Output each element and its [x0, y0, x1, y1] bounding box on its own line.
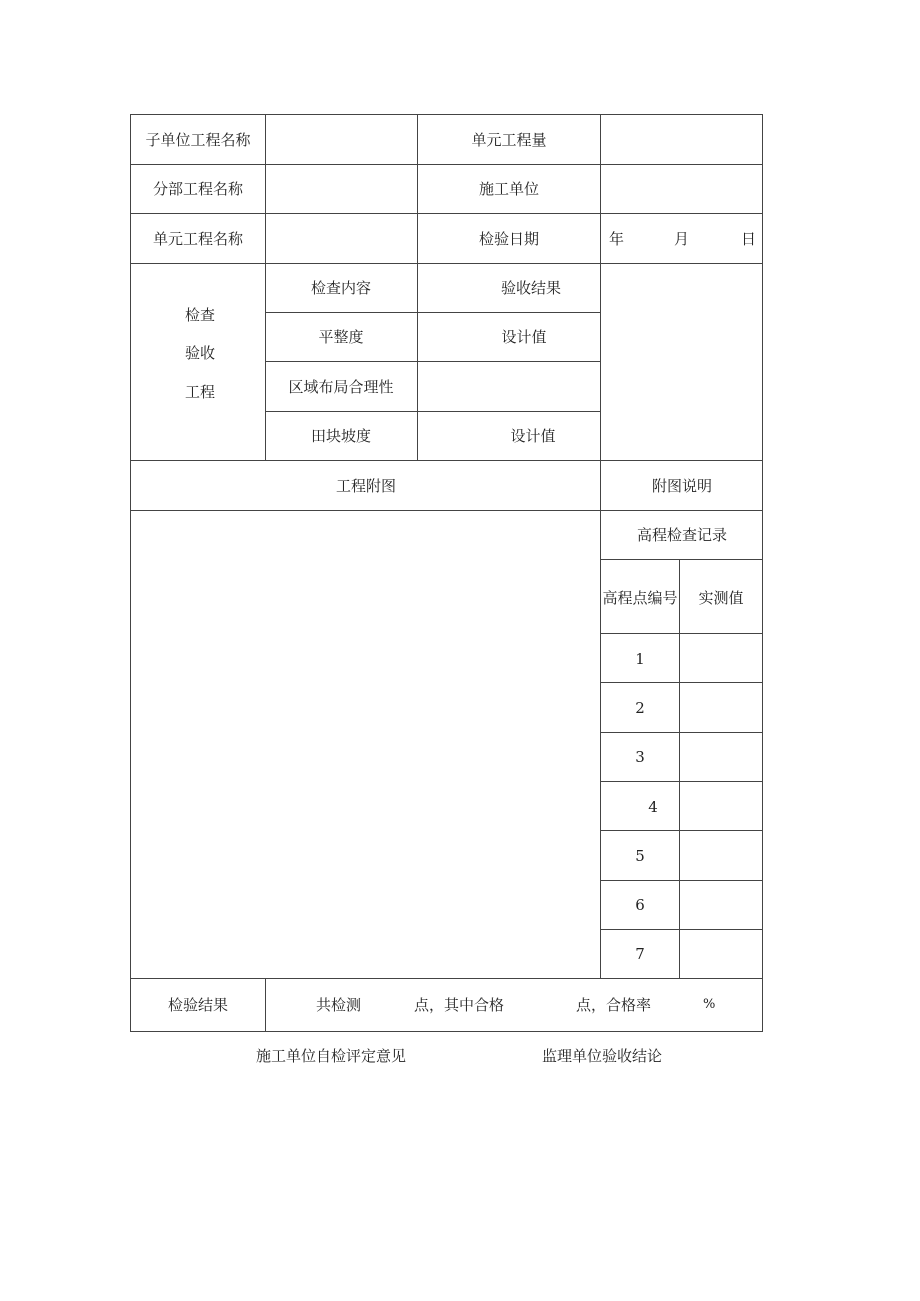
check-content-header: 检查内容: [310, 279, 372, 297]
elevation-point-number: 3: [635, 748, 645, 766]
elevation-record-title: 高程检查记录: [636, 526, 728, 544]
row-divider: [130, 213, 763, 214]
row-divider: [600, 781, 763, 782]
row-divider: [600, 633, 763, 634]
col-divider: [600, 114, 601, 264]
check-group-label-line2: 验收: [184, 344, 216, 362]
sub-unit-project-name-label: 子单位工程名称: [145, 131, 251, 149]
row-divider: [265, 312, 601, 313]
measured-value-header: 实测值: [698, 589, 744, 607]
check-item-slope: 田块坡度: [310, 427, 372, 445]
row-divider: [600, 732, 763, 733]
date-year-label: 年: [609, 230, 625, 248]
unit-project-name-label: 单元工程名称: [152, 230, 244, 248]
row-divider: [265, 361, 601, 362]
row-divider: [265, 411, 601, 412]
elevation-point-number: 7: [635, 945, 645, 963]
result-text-qualified: 点，其中合格: [414, 996, 505, 1014]
col-divider: [600, 263, 601, 461]
drawing-note-label: 附图说明: [651, 477, 713, 495]
col-divider: [679, 559, 680, 979]
drawing-area: [131, 511, 600, 978]
elevation-point-number: 1: [635, 650, 645, 668]
date-day-label: 日: [741, 230, 757, 248]
supervisor-conclusion-label: 监理单位验收结论: [542, 1047, 663, 1065]
elevation-point-number: 5: [635, 847, 645, 865]
unit-quantity-label: 单元工程量: [471, 131, 547, 149]
check-result-slope: 设计值: [510, 427, 556, 445]
check-item-layout: 区域布局合理性: [288, 378, 394, 396]
row-divider: [600, 559, 763, 560]
col-divider: [265, 114, 266, 461]
col-divider: [600, 460, 601, 979]
check-group-label-line1: 检查: [184, 306, 216, 324]
col-divider: [417, 114, 418, 461]
division-project-name-label: 分部工程名称: [152, 180, 244, 198]
check-result-header: 验收结果: [500, 279, 562, 297]
check-group-label-line3: 工程: [184, 383, 216, 401]
elevation-point-number: 4: [648, 798, 658, 816]
row-divider: [130, 263, 763, 264]
elevation-point-number: 6: [635, 896, 645, 914]
result-percent-sign: %: [703, 997, 716, 1012]
check-item-flatness: 平整度: [318, 328, 364, 346]
row-divider: [600, 929, 763, 930]
date-month-label: 月: [674, 230, 690, 248]
row-divider: [130, 164, 763, 165]
result-text-total: 共检测: [316, 996, 362, 1014]
elevation-point-header: 高程点编号: [602, 589, 678, 607]
result-text-rate: 点，合格率: [576, 996, 652, 1014]
row-divider: [600, 880, 763, 881]
col-divider: [265, 978, 266, 1032]
drawing-label: 工程附图: [335, 477, 397, 495]
inspection-result-label: 检验结果: [167, 996, 229, 1014]
elevation-point-number: 2: [635, 699, 645, 717]
row-divider: [600, 830, 763, 831]
inspection-date-label: 检验日期: [478, 230, 540, 248]
row-divider: [600, 682, 763, 683]
row-divider: [130, 460, 763, 461]
contractor-opinion-label: 施工单位自检评定意见: [256, 1047, 407, 1065]
check-result-flatness: 设计值: [501, 328, 547, 346]
row-divider: [130, 978, 763, 979]
construction-unit-label: 施工单位: [478, 180, 540, 198]
